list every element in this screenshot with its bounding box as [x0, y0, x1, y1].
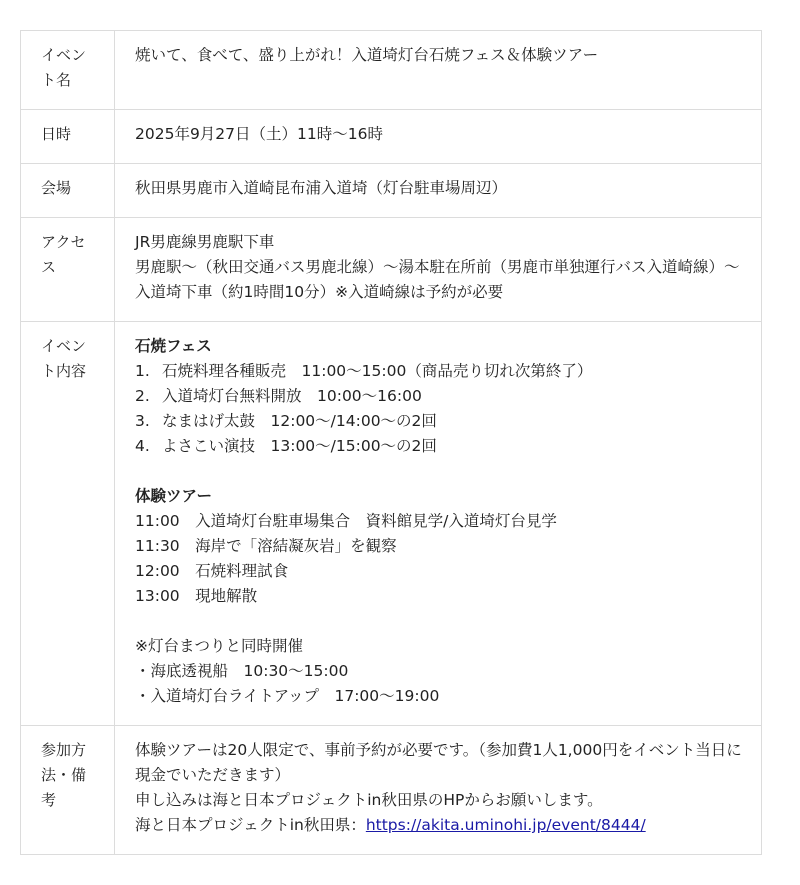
value-event-content	[115, 322, 762, 726]
tour-title: 体験ツアー	[135, 487, 213, 505]
fes-item-text: 入道埼灯台無料開放 10:00〜16:00	[162, 387, 422, 405]
participation-line-3	[135, 813, 747, 838]
tour-item: 13:00 現地解散	[135, 587, 258, 605]
participation-line-1: 体験ツアーは20人限定で、事前予約が必要です。（参加費1人1,000円をイベント当日に現金でいただきます）	[135, 741, 742, 784]
fes-item	[135, 384, 747, 409]
access-line-1: JR男鹿線男鹿駅下車	[135, 233, 275, 251]
fes-item	[135, 359, 747, 384]
label-venue: 会場	[21, 164, 115, 218]
label-event-name: イベント名	[21, 31, 115, 110]
event-page-link[interactable]: https://akita.uminohi.jp/event/8444/	[365, 816, 646, 834]
value-datetime: 2025年9月27日（土）11時〜16時	[115, 110, 762, 164]
fes-item-number: 4.	[135, 437, 150, 455]
note-title: ※灯台まつりと同時開催	[135, 637, 303, 655]
fes-item-number: 2.	[135, 387, 150, 405]
value-participation	[115, 726, 762, 855]
fes-item-text: よさこい演技 13:00〜/15:00〜の2回	[162, 437, 437, 455]
participation-line-2: 申し込みは海と日本プロジェクトin秋田県のHPからお願いします。	[135, 791, 603, 809]
fes-title: 石焼フェス	[135, 337, 212, 355]
row-datetime	[21, 110, 762, 164]
row-venue	[21, 164, 762, 218]
tour-item: 11:30 海岸で「溶結凝灰岩」を観察	[135, 537, 397, 555]
label-datetime: 日時	[21, 110, 115, 164]
label-event-content: イベント内容	[21, 322, 115, 726]
fes-list	[135, 359, 747, 459]
fes-item-number: 1.	[135, 362, 150, 380]
row-access	[21, 218, 762, 322]
fes-item	[135, 409, 747, 434]
event-info-table	[20, 30, 762, 855]
label-participation: 参加方法・備考	[21, 726, 115, 855]
value-access	[115, 218, 762, 322]
value-venue: 秋田県男鹿市入道崎昆布浦入道埼（灯台駐車場周辺）	[115, 164, 762, 218]
tour-item: 11:00 入道埼灯台駐車場集合 資料館見学/入道埼灯台見学	[135, 512, 557, 530]
access-line-2: 男鹿駅〜（秋田交通バス男鹿北線）〜湯本駐在所前（男鹿市単独運行バス入道崎線）〜入道埼下車（約1時間10分）※入道崎線は予約が必要	[135, 258, 740, 301]
fes-item-text: なまはげ太鼓 12:00〜/14:00〜の2回	[162, 412, 437, 430]
note-item: ・入道埼灯台ライトアップ 17:00〜19:00	[135, 687, 440, 705]
spacer	[135, 609, 747, 634]
spacer	[135, 459, 747, 484]
fes-item-text: 石焼料理各種販売 11:00〜15:00（商品売り切れ次第終了）	[162, 362, 593, 380]
row-event-name	[21, 31, 762, 110]
note-item: ・海底透視船 10:30〜15:00	[135, 662, 349, 680]
row-event-content	[21, 322, 762, 726]
fes-item	[135, 434, 747, 459]
fes-item-number: 3.	[135, 412, 150, 430]
participation-line-3-prefix: 海と日本プロジェクトin秋田県：	[135, 816, 366, 834]
label-access: アクセス	[21, 218, 115, 322]
value-event-name: 焼いて、食べて、盛り上がれ！入道埼灯台石焼フェス＆体験ツアー	[115, 31, 762, 110]
tour-item: 12:00 石焼料理試食	[135, 562, 289, 580]
event-info-container	[20, 30, 762, 855]
row-participation	[21, 726, 762, 855]
